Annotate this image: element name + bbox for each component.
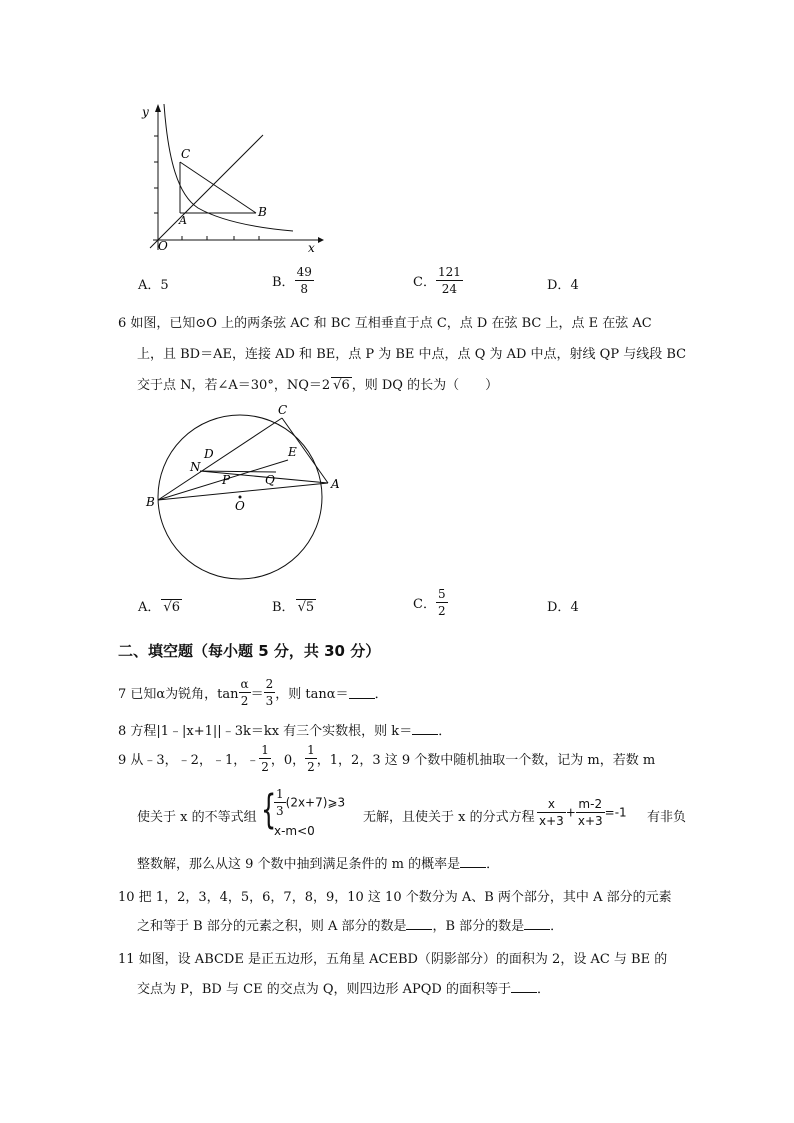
q9-frac2-num: 1 [307,743,315,757]
q11-line-2 [137,978,550,997]
q6-option-c-num: 5 [437,587,446,601]
q9-ineq1-den: 3 [276,804,284,818]
q6-line-3-pre: 交于点 N，若∠A＝30°，NQ＝2 [137,378,331,393]
q6-line-3-post: ，则 DQ 的长为（ ） [351,378,499,393]
q9-period: ． [486,857,500,872]
point-label-b: B [258,205,267,219]
q7-frac2-num: 2 [265,677,274,691]
q10-period: ． [550,919,564,934]
q9-frac1-num: 1 [261,743,269,757]
q6-option-c-den: 2 [437,604,446,618]
q5-option-c-letter: C． [413,275,436,290]
q7-line [118,678,388,707]
q8-answer-blank[interactable] [412,722,438,735]
q8-line [118,720,451,739]
point-label-a: A [179,214,187,227]
q9-line2-pre: 使关于 x 的不等式组 [137,810,257,825]
q5-option-b-num: 49 [296,265,312,279]
q6-option-a-letter: A． [138,600,161,615]
q7-period: ． [374,687,388,702]
q11-line-1: 11 如图，设 ABCDE 是正五边形，五角星 ACEBD（阴影部分）的面积为 2，设 AC 与 BE 的 [118,952,668,967]
q6-option-b[interactable] [272,596,316,615]
q10-answer-b-blank[interactable] [524,917,550,930]
q6-line-2: 上，且 BD＝AE，连接 AD 和 BE，点 P 为 BE 中点，点 Q 为 AD 中点，射线 QP 与线段 BC [137,347,687,362]
q9-ineq1-rest: (2x+7)⩾3 [285,795,346,810]
point-label-q: Q [265,473,275,487]
q9-line2-mid: 无解，且使关于 x 的分式方程 [363,810,535,825]
q9-eq-plus: + [565,805,576,820]
q6-line-1: 6 如图，已知⊙O 上的两条弦 AC 和 BC 互相垂直于点 C，点 D 在弦 BC 上，点 E 在弦 AC [118,316,652,331]
q7-frac1-num: α [240,677,249,691]
point-label-d: D [204,447,214,461]
q10-line2-pre: 之和等于 B 部分的元素之积，则 A 部分的数是 [137,919,407,934]
hyperbola-graph-figure [138,100,328,255]
center-label-o: O [235,499,245,513]
inequality-1 [274,788,345,817]
q9-eq-den2: x+3 [577,814,603,828]
q5-option-a-letter: A． [138,278,161,293]
inequality-system-brace: { [261,787,277,833]
axis-label-y: y [142,105,149,119]
q9-line-1 [118,744,655,773]
q5-option-b-den: 8 [300,282,309,296]
q11-line2-text: 交点为 P，BD 与 CE 的交点为 Q，则四边形 APQD 的面积等于 [137,982,511,997]
q9-frac2-den: 2 [307,760,315,774]
q9-ineq1-num: 1 [276,787,284,801]
q9-line3-text: 整数解，那么从这 9 个数中抽到满足条件的 m 的概率是 [137,857,461,872]
q5-option-b-letter: B． [272,275,295,290]
q10-line2-mid: ，B 部分的数是 [432,919,525,934]
circle-chords-figure [140,400,350,585]
q7-eq: ＝ [250,687,264,702]
q9-line-3 [137,853,499,872]
q6-option-d[interactable] [547,596,579,615]
q8-text: 8 方程|1﹣|x+1||﹣3k＝kx 有三个实数根，则 k＝ [118,724,413,739]
q5-option-d-value: 4 [570,278,579,293]
point-label-e: E [288,445,297,459]
q5-option-c[interactable] [413,266,463,295]
q9-line1-pre: 9 从﹣3，﹣2，﹣1，﹣ [118,753,260,768]
point-label-c: C [278,403,288,417]
q6-line-3-radical: √6 [333,378,350,393]
q7-pre: 7 已知α为锐角，tan [118,687,239,702]
point-label-n: N [190,460,201,474]
q9-line1-post: ，1，2，3 这 9 个数中随机抽取一个数，记为 m，若数 m [316,753,656,768]
q9-answer-blank[interactable] [460,855,486,868]
q6-option-d-letter: D． [547,600,571,615]
q7-frac2-den: 3 [265,694,274,708]
q7-post: ，则 tanα＝ [275,687,349,702]
point-label-c: C [181,147,191,161]
q9-eq-num1: x [537,798,566,813]
inequality-2: x-m<0 [274,824,315,838]
point-label-a: A [331,477,340,491]
q5-option-d-letter: D． [547,278,571,293]
origin-label: O [158,239,168,253]
q5-option-a[interactable] [138,274,169,293]
q9-eq-den1: x+3 [539,814,564,828]
q6-option-c[interactable] [413,588,448,617]
q9-eq-num2: m-2 [576,798,605,813]
q6-option-a-radical: √6 [163,600,180,615]
q6-option-c-letter: C． [413,597,436,612]
section-title: 二、填空题（每小题 5 分，共 30 分） [118,642,381,660]
q9-line1-mid: ，0， [270,753,306,768]
q6-line-3 [137,374,498,393]
q5-option-a-value: 5 [160,278,169,293]
q5-option-d[interactable] [547,274,579,293]
q6-option-b-radical: √5 [297,600,315,615]
q11-period: ． [536,982,550,997]
fractional-equation [537,798,627,827]
point-label-p: P [222,473,231,487]
q9-eq-rhs: =-1 [604,805,627,820]
axis-label-x: x [308,241,315,255]
q6-option-a[interactable] [138,596,182,615]
q5-option-c-num: 121 [437,265,461,279]
point-label-b: B [146,495,155,509]
q8-period: ． [438,724,452,739]
q7-answer-blank[interactable] [349,686,375,699]
q6-option-d-value: 4 [570,600,579,615]
q10-answer-a-blank[interactable] [406,917,432,930]
q9-line2-post: 有非负 [647,810,687,825]
q6-option-b-letter: B． [272,600,295,615]
q7-frac1-den: 2 [240,694,249,708]
q10-line-1: 10 把 1，2，3，4，5，6，7，8，9，10 这 10 个数分为 A、B 两个部分，其中 A 部分的元素 [118,890,672,905]
q9-frac1-den: 2 [261,760,269,774]
q11-answer-blank[interactable] [511,980,537,993]
q5-option-b[interactable] [272,266,314,295]
q5-option-c-den: 24 [441,282,458,296]
q10-line-2 [137,915,563,934]
